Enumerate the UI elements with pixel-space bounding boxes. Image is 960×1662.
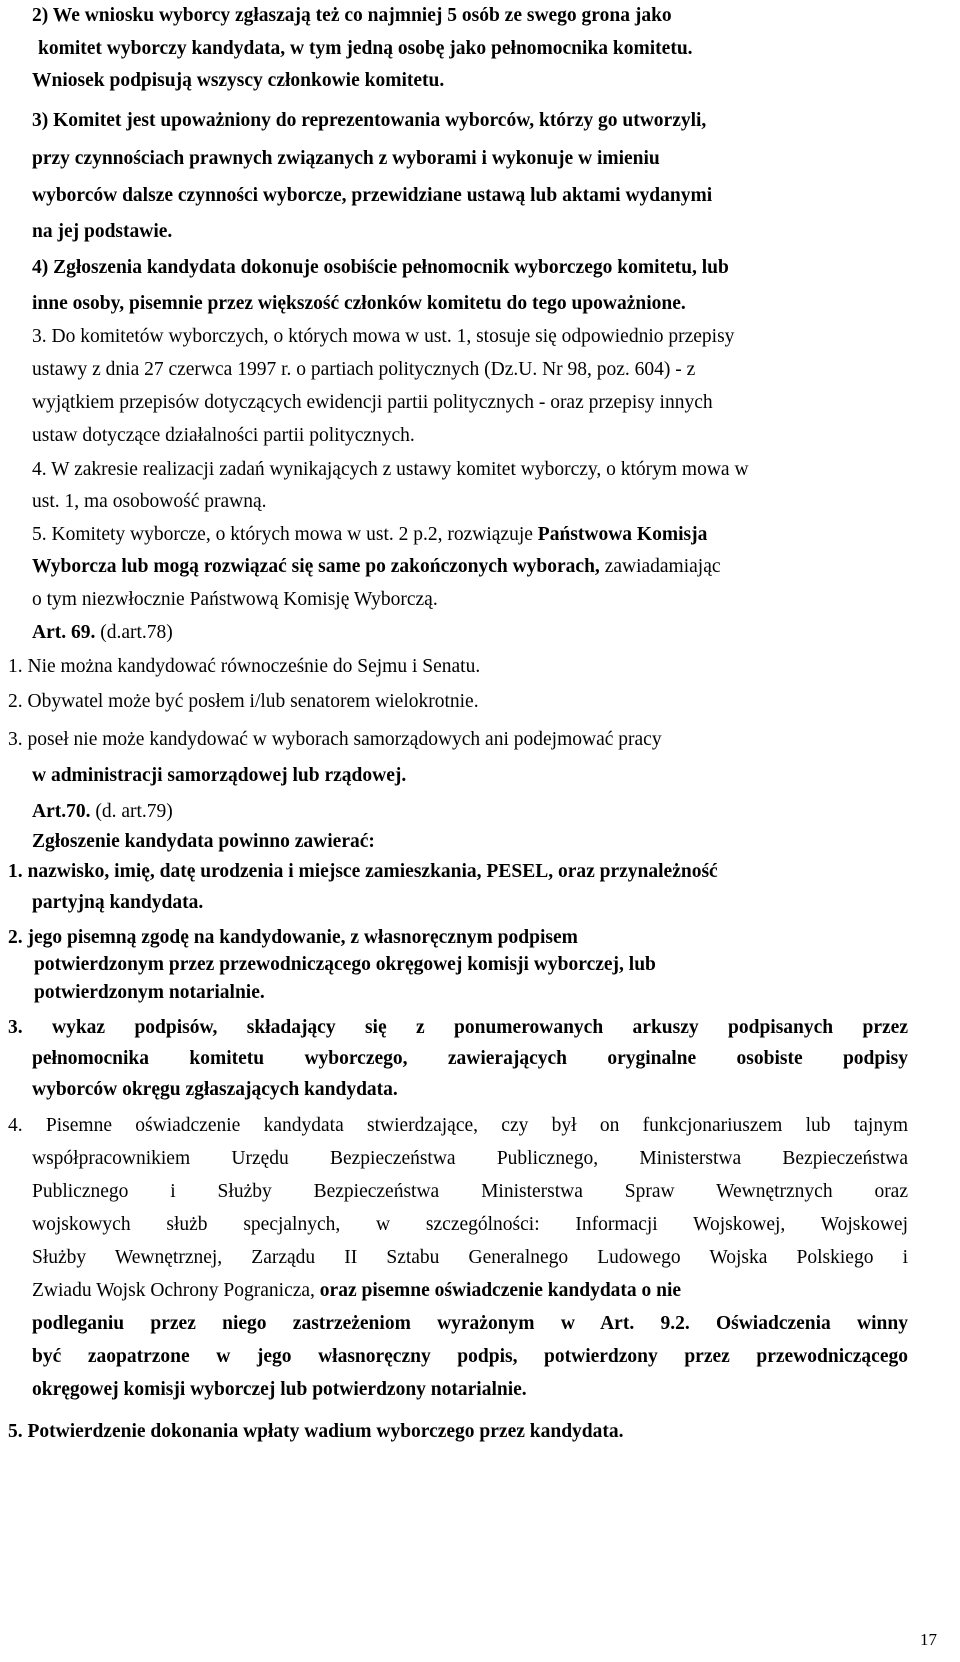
art-70-item-4-plain-end: Zwiadu Wojsk Ochrony Pogranicza,	[32, 1280, 320, 1301]
ust-5-text-2: zawiadamiając	[599, 556, 721, 577]
art-70-intro: Zgłoszenie kandydata powinno zawierać:	[32, 831, 375, 852]
art-69-heading	[32, 623, 173, 643]
art-70-item-1-line-1: 1. nazwisko, imię, datę urodzenia i miejsce zamieszkania, PESEL, oraz przynależność	[8, 861, 718, 882]
para-3-line-2: przy czynnościach prawnych związanych z wyborami i wykonuje w imieniu	[32, 148, 660, 169]
art-69-label: Art. 69.	[32, 622, 96, 643]
art-70-item-4-line-2: współpracownikiem Urzędu Bezpieczeństwa Publicznego, Ministerstwa Bezpieczeństwa	[32, 1148, 908, 1169]
para-3-line-3: wyborców dalsze czynności wyborcze, przewidziane ustawą lub aktami wydanymi	[32, 185, 713, 206]
ust-5-line-1	[32, 525, 707, 545]
para-2-line-1: 2) We wniosku wyborcy zgłaszają też co najmniej 5 osób ze swego grona jako	[32, 5, 672, 26]
art-70-item-3-line-3: wyborców okręgu zgłaszających kandydata.	[32, 1079, 398, 1100]
ust-3-line-3: wyjątkiem przepisów dotyczących ewidencji partii politycznych - oraz przepisy innych	[32, 392, 713, 413]
para-2-line-3: Wniosek podpisują wszyscy członkowie komitetu.	[32, 70, 445, 91]
art-70-item-3-line-2: pełnomocnika komitetu wyborczego, zawierających oryginalne osobiste podpisy	[32, 1048, 908, 1069]
para-4-line-2: inne osoby, pisemnie przez większość członków komitetu do tego upoważnione.	[32, 293, 686, 314]
art-70-item-2-line-3: potwierdzonym notarialnie.	[34, 982, 265, 1003]
art-70-item-4-line-3: Publicznego i Służby Bezpieczeństwa Ministerstwa Spraw Wewnętrznych oraz	[32, 1181, 908, 1202]
art-70-item-4-line-6	[32, 1281, 681, 1301]
ust-5-bold-2: Wyborcza lub mogą rozwiązać się same po zakończonych wyborach,	[32, 556, 600, 577]
para-2-line-2: komitet wyborczy kandydata, w tym jedną osobę jako pełnomocnika komitetu.	[38, 38, 693, 59]
art-70-item-2-line-2: potwierdzonym przez przewodniczącego okręgowej komisji wyborczej, lub	[34, 954, 656, 975]
art-70-item-4-line-5: Służby Wewnętrznej, Zarządu II Sztabu Generalnego Ludowego Wojska Polskiego i	[32, 1247, 908, 1268]
art-70-item-4-line-9: okręgowej komisji wyborczej lub potwierdzony notarialnie.	[32, 1379, 527, 1400]
ust-5-line-3: o tym niezwłocznie Państwową Komisję Wyborczą.	[32, 589, 438, 610]
ust-3-line-2: ustawy z dnia 27 czerwca 1997 r. o partiach politycznych (Dz.U. Nr 98, poz. 604) - z	[32, 359, 696, 380]
art-69-item-3-cont: w administracji samorządowej lub rządowej.	[32, 765, 407, 786]
art-69-item-1: 1. Nie można kandydować równocześnie do Sejmu i Senatu.	[8, 656, 481, 677]
art-70-label: Art.70.	[32, 801, 91, 822]
art-70-item-5: 5. Potwierdzenie dokonania wpłaty wadium wyborczego przez kandydata.	[8, 1421, 624, 1442]
para-4-line-1: 4) Zgłoszenia kandydata dokonuje osobiście pełnomocnik wyborczego komitetu, lub	[32, 257, 729, 278]
art-70-item-4-line-8: być zaopatrzone w jego własnoręczny podpis, potwierdzony przez przewodniczącego	[32, 1346, 908, 1367]
ust-5-text: 5. Komitety wyborcze, o których mowa w ust. 2 p.2, rozwiązuje	[32, 524, 538, 545]
ust-5-line-2	[32, 557, 721, 577]
page-number: 17	[920, 1630, 937, 1649]
art-69-item-3: 3. poseł nie może kandydować w wyborach samorządowych ani podejmować pracy	[8, 729, 662, 750]
art-70-item-4-line-1: 4. Pisemne oświadczenie kandydata stwierdzające, czy był on funkcjonariuszem lub tajnym	[8, 1115, 908, 1136]
art-70-note: (d. art.79)	[90, 801, 173, 822]
art-69-item-2: 2. Obywatel może być posłem i/lub senatorem wielokrotnie.	[8, 691, 479, 712]
art-70-item-1-line-2: partyjną kandydata.	[32, 892, 204, 913]
art-70-item-4-bold-start: oraz pisemne oświadczenie kandydata o nie	[319, 1280, 682, 1301]
ust-3-line-1: 3. Do komitetów wyborczych, o których mowa w ust. 1, stosuje się odpowiednio przepisy	[32, 326, 735, 347]
art-70-heading	[32, 802, 173, 822]
para-3-line-1: 3) Komitet jest upoważniony do reprezentowania wyborców, którzy go utworzyli,	[32, 110, 707, 131]
art-69-note: (d.art.78)	[95, 622, 173, 643]
para-3-line-4: na jej podstawie.	[32, 221, 173, 242]
art-70-item-2-line-1: 2. jego pisemną zgodę na kandydowanie, z własnoręcznym podpisem	[8, 927, 578, 948]
art-70-item-4-line-4: wojskowych służb specjalnych, w szczególności: Informacji Wojskowej, Wojskowej	[32, 1214, 908, 1235]
ust-4-line-2: ust. 1, ma osobowość prawną.	[32, 491, 267, 512]
ust-3-line-4: ustaw dotyczące działalności partii politycznych.	[32, 425, 415, 446]
art-70-item-3-line-1: 3. wykaz podpisów, składający się z ponumerowanych arkuszy podpisanych przez	[8, 1017, 908, 1038]
ust-5-bold: Państwowa Komisja	[537, 524, 708, 545]
ust-4-line-1: 4. W zakresie realizacji zadań wynikających z ustawy komitet wyborczy, o którym mowa w	[32, 459, 749, 480]
art-70-item-4-line-7: podleganiu przez niego zastrzeżeniom wyrażonym w Art. 9.2. Oświadczenia winny	[32, 1313, 908, 1334]
